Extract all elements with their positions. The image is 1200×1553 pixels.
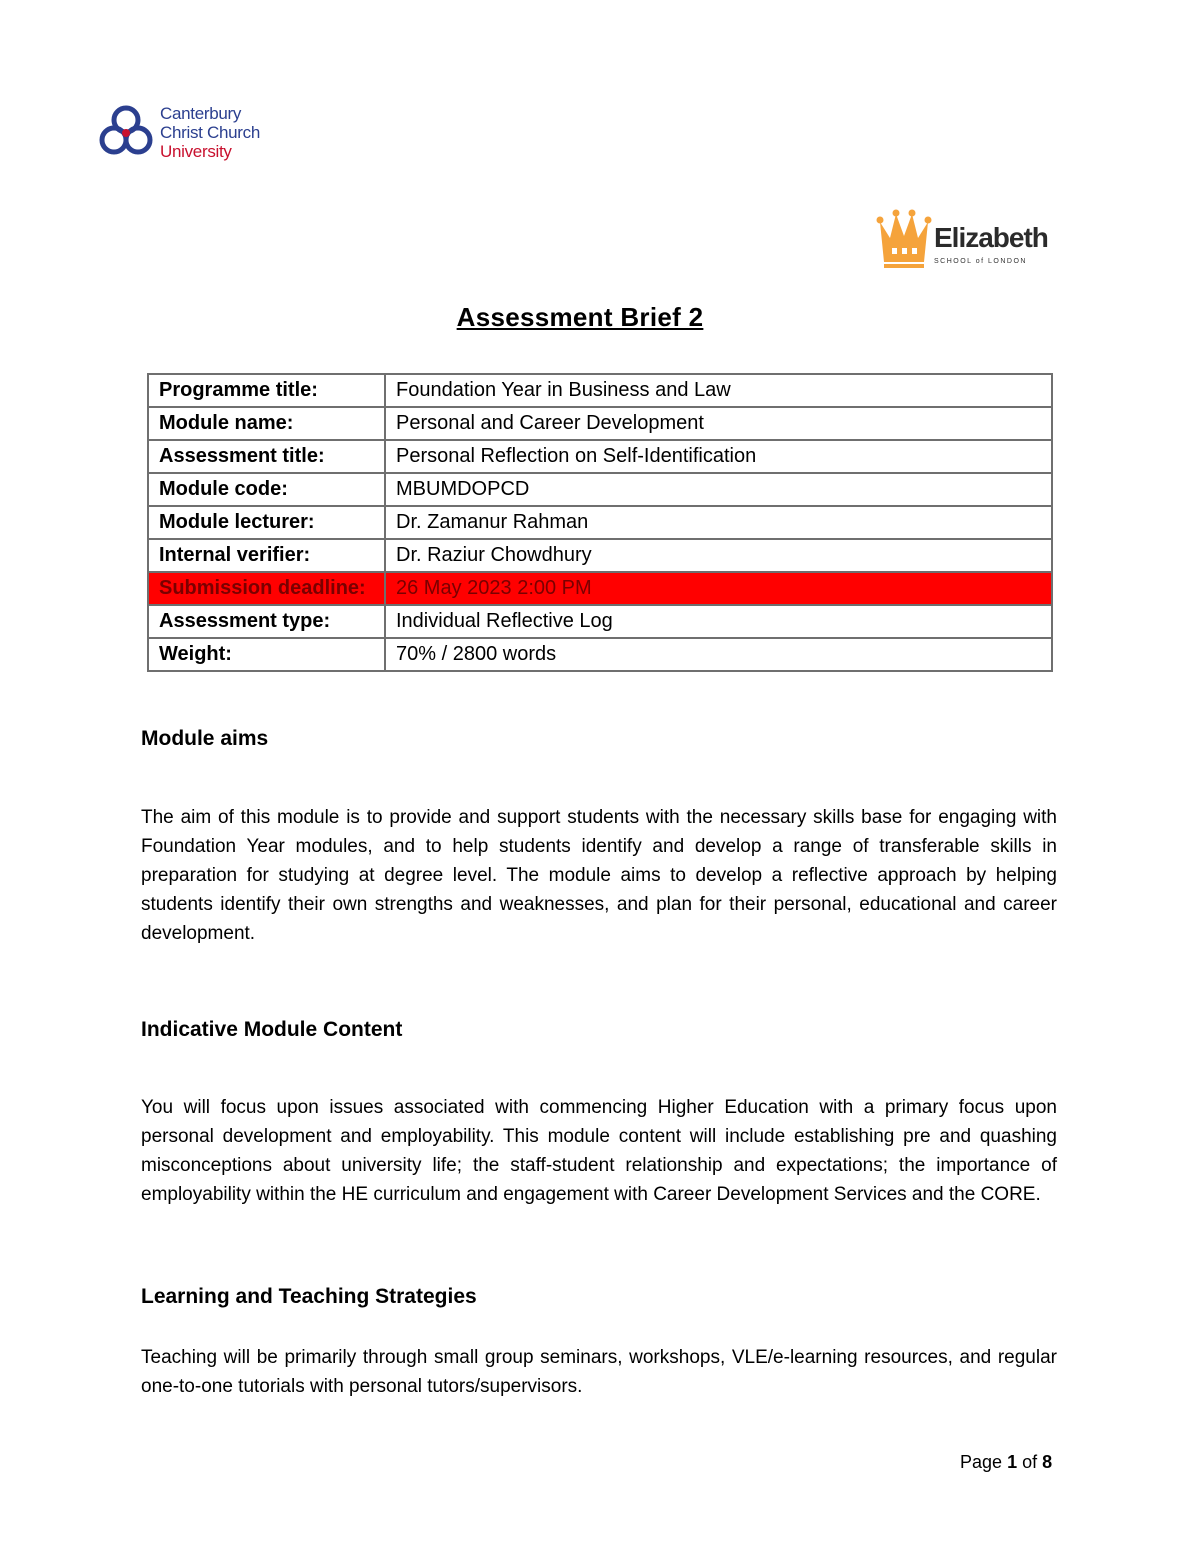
info-row — [148, 539, 1052, 572]
module-content-text: You will focus upon issues associated with commencing Higher Education with a primary focus upon personal development and employability. This module content will include establishing pre and quashing misconceptions about university life; the staff-student relationship and expectations; the importance of employability within the HE curriculum and engagement with Career Development Services and the CORE. — [141, 1097, 1057, 1205]
ccu-trefoil-icon — [96, 102, 156, 162]
ccu-line-3: University — [160, 142, 232, 161]
esl-logo — [876, 208, 1048, 272]
info-value: MBUMDOPCD — [385, 473, 1052, 506]
info-row — [148, 473, 1052, 506]
strategies-heading: Learning and Teaching Strategies — [141, 1285, 477, 1308]
page-word: Page — [960, 1452, 1003, 1472]
info-value: Dr. Zamanur Rahman — [385, 506, 1052, 539]
info-value: Personal and Career Development — [385, 407, 1052, 440]
info-value: Dr. Raziur Chowdhury — [385, 539, 1052, 572]
info-row — [148, 638, 1052, 671]
ccu-line-2: Christ Church — [160, 123, 261, 142]
esl-tagline: SCHOOL of LONDON — [934, 258, 1027, 265]
ccu-logo — [96, 94, 286, 168]
info-value: 26 May 2023 2:00 PM — [385, 572, 1052, 605]
page-current: 1 — [1007, 1452, 1018, 1472]
page-total: 8 — [1042, 1452, 1053, 1472]
module-content-heading: Indicative Module Content — [141, 1018, 403, 1041]
info-label: Module name: — [148, 407, 385, 440]
info-label: Module code: — [148, 473, 385, 506]
info-row — [148, 572, 1052, 605]
info-row — [148, 440, 1052, 473]
of-word: of — [1022, 1452, 1038, 1472]
assessment-info-table — [147, 373, 1053, 672]
info-value: Personal Reflection on Self-Identification — [385, 440, 1052, 473]
info-label: Assessment title: — [148, 440, 385, 473]
info-row — [148, 605, 1052, 638]
strategies-text: Teaching will be primarily through small group seminars, workshops, VLE/e-learning resources, and regular one-to-one tutorials with personal tutors/supervisors. — [141, 1347, 1057, 1397]
page-number — [960, 1452, 1052, 1473]
module-aims-text: The aim of this module is to provide and support students with the necessary skills base for engaging with Foundation Year modules, and to help students identify and develop a range of transferable skills in preparation for studying at degree level. The module aims to develop a reflective approach by helping students identify their own strengths and weaknesses, and plan for their personal, educational and career development. — [141, 807, 1057, 944]
module-aims-heading: Module aims — [141, 727, 269, 750]
crown-icon — [876, 208, 932, 270]
info-value: Foundation Year in Business and Law — [385, 374, 1052, 407]
info-row — [148, 374, 1052, 407]
info-row — [148, 407, 1052, 440]
info-label: Assessment type: — [148, 605, 385, 638]
info-value: Individual Reflective Log — [385, 605, 1052, 638]
info-label: Internal verifier: — [148, 539, 385, 572]
info-label: Module lecturer: — [148, 506, 385, 539]
ccu-line-1: Canterbury — [160, 104, 242, 123]
info-label: Weight: — [148, 638, 385, 671]
ccu-wordmark — [160, 104, 260, 161]
document-title: Assessment Brief 2 — [456, 302, 704, 332]
info-value: 70% / 2800 words — [385, 638, 1052, 671]
info-label: Programme title: — [148, 374, 385, 407]
info-label: Submission deadline: — [148, 572, 385, 605]
info-row — [148, 506, 1052, 539]
esl-wordmark: Elizabeth — [934, 222, 1048, 253]
